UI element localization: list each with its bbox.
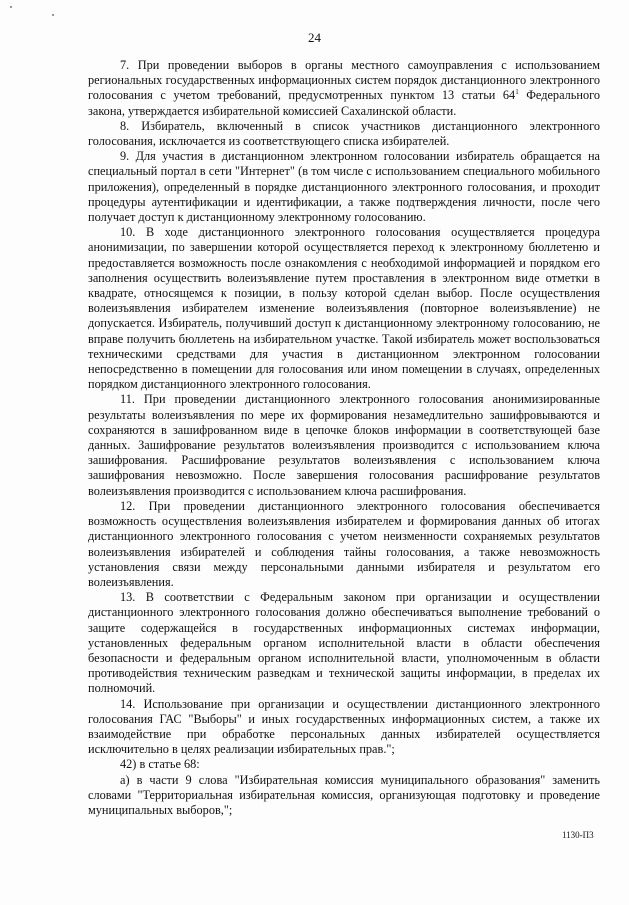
paragraph-10: 10. В ходе дистанционного электронного голосования осуществляется процедура анонимизации, по завершении которой осуществляется переход к электронному бюллетеню и предоставляется возможность после ознакомления с необходимой информацией и порядком его заполнения осуществить волеизъявление путем проставления в электронном виде отметки в квадрате, относящемся к позиции, в пользу которой сделан выбор. После осуществления волеизъявления избирателем изменение волеизъявления (повторное волеизъявление) не допускается. Избиратель, получивший доступ к дистанционному электронному голосованию, не вправе получить бюллетень на избирательном участке. Такой избиратель может воспользоваться техническими средствами для участия в дистанционном электронном голосовании непосредственно в помещении для голосования или ином помещении в случаях, определенных порядком дистанционного электронного голосования. (88, 225, 600, 392)
paragraph-12: 12. При проведении дистанционного электронного голосования обеспечивается возможность осуществления волеизъявления избирателем и формирования данных об итогах дистанционного электронного голосования с учетом неизменности сохраняемых результатов волеизъявления избирателей и соблюдения тайны голосования, а также невозможность установления связи между персональными данными избирателя и результатом его волеизъявления. (88, 498, 600, 589)
paragraph-9: 9. Для участия в дистанционном электронном голосовании избиратель обращается на специальный портал в сети "Интернет" (в том числе с использованием специального мобильного приложения), определенный в порядке дистанционного электронного голосования, и проходит процедуры аутентификации и идентификации, а также подтверждения личности, после чего получает доступ к дистанционному электронному голосованию. (88, 149, 600, 225)
paragraph-text-tail: Федерального закона, утверждается избирательной комиссией Сахалинской области. (88, 88, 600, 118)
paragraph-8: 8. Избиратель, включенный в список участников дистанционного электронного голосования, исключается из соответствующего списка избирателей. (88, 118, 600, 149)
paragraph-42: 42) в статье 68: (120, 757, 200, 772)
paragraph-14: 14. Использование при организации и осуществлении дистанционного электронного голосования ГАС "Выборы" и иных государственных информационных систем, а также их взаимодействие при обработке персональных данных избирателей осуществляется исключительно в целях реализации избирательных прав."; (88, 696, 600, 757)
document-body (88, 58, 600, 818)
superscript: 1 (515, 88, 519, 97)
scan-speck (10, 6, 12, 8)
paragraph-13: 13. В соответствии с Федеральным законом при организации и осуществлении дистанционного электронного голосования должно обеспечиваться выполнение требований о защите содержащейся в государственных информационных системах информации, установленных федеральным органом исполнительной власти в области обеспечения безопасности и федеральным органом исполнительной власти, уполномоченным в области противодействия техническим разведкам и технической защиты информации, в пределах их полномочий. (88, 590, 600, 696)
paragraph-11: 11. При проведении дистанционного электронного голосования анонимизированные результаты волеизъявления по мере их формирования незамедлительно зашифровываются и сохраняются в зашифрованном виде в цепочке блоков информации в соответствующей базе данных. Зашифрование результатов волеизъявления производится с использованием ключа зашифрования. Расшифрование результатов волеизъявления с использованием ключа зашифрования невозможно. После завершения голосования расшифрование результатов волеизъявления производится с использованием ключа расшифрования. (88, 392, 600, 498)
paragraph-text: 7. При проведении выборов в органы местного самоуправления с использованием региональных государственных информационных систем порядок дистанционного электронного голосования с учетом требований, предусмотренных пунктом 13 статьи 64 (88, 58, 600, 103)
document-code: 1130-П3 (562, 830, 594, 840)
page-number: 24 (308, 30, 321, 45)
paragraph-a: а) в части 9 слова "Избирательная комиссия муниципального образования" заменить словами "Территориальная избирательная комиссия, организующая подготовку и проведение муниципальных выборов,"; (88, 772, 600, 817)
scan-speck (52, 14, 54, 16)
paragraph-7 (88, 58, 600, 119)
